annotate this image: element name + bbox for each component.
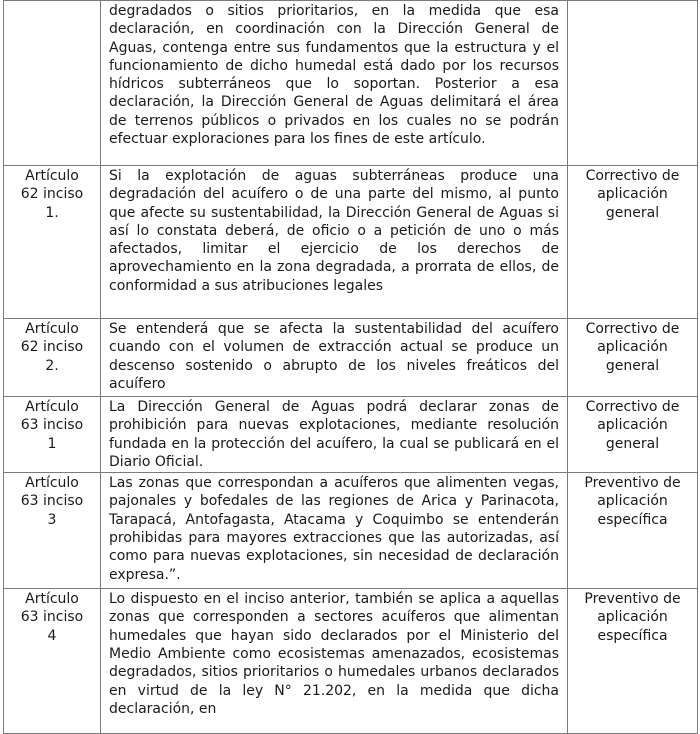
table-row xyxy=(4,166,698,319)
provision-text-cell: Si la explotación de aguas subterráneas produce una degradación del acuífero o de una parte del mismo, al punto que afecte su sustentabilidad, la Dirección General de Aguas si así lo constata deberá, de oficio o a petición de uno o más afectados, limitar el ejercicio de los derechos de aprovechamiento en la zona degradada, a prorrata de ellos, de conformidad a sus atribuciones legales xyxy=(101,166,568,319)
article-cell: Artículo 63 inciso 4 xyxy=(4,589,101,734)
table-row xyxy=(4,1,698,166)
classification-cell: Preventivo de aplicación específica xyxy=(568,589,698,734)
document-page xyxy=(3,0,697,734)
table-row xyxy=(4,473,698,589)
classification-cell: Correctivo de aplicación general xyxy=(568,319,698,397)
article-cell xyxy=(4,1,101,166)
classification-cell xyxy=(568,1,698,166)
article-cell: Artículo 62 inciso 2. xyxy=(4,319,101,397)
article-cell: Artículo 63 inciso 1 xyxy=(4,397,101,473)
provision-text-cell: La Dirección General de Aguas podrá declarar zonas de prohibición para nuevas explotaciones, mediante resolución fundada en la protección del acuífero, la cual se publicará en el Diario Oficial. xyxy=(101,397,568,473)
article-cell: Artículo 63 inciso 3 xyxy=(4,473,101,589)
table-body xyxy=(4,1,698,734)
classification-cell: Preventivo de aplicación específica xyxy=(568,473,698,589)
provision-text-cell: Lo dispuesto en el inciso anterior, también se aplica a aquellas zonas que corresponden a sectores acuíferos que alimentan humedales que hayan sido declarados por el Ministerio del Medio Ambiente como ecosistemas amenazados, ecosistemas degradados, sitios prioritarios o humedales urbanos declarados en virtud de la ley N° 21.202, en la medida que dicha declaración, en xyxy=(101,589,568,734)
article-cell: Artículo 62 inciso 1. xyxy=(4,166,101,319)
provision-text-cell: Se entenderá que se afecta la sustentabilidad del acuífero cuando con el volumen de extracción actual se produce un descenso sostenido o abrupto de los niveles freáticos del acuífero xyxy=(101,319,568,397)
classification-cell: Correctivo de aplicación general xyxy=(568,397,698,473)
table-row xyxy=(4,319,698,397)
provisions-table xyxy=(3,0,698,734)
table-row xyxy=(4,589,698,734)
table-row xyxy=(4,397,698,473)
provision-text-cell: degradados o sitios prioritarios, en la medida que esa declaración, en coordinación con la Dirección General de Aguas, contenga entre sus fundamentos que la estructura y el funcionamiento de dicho humedal está dado por los recursos hídricos subterráneos que lo soportan. Posterior a esa declaración, la Dirección General de Aguas delimitará el área de terrenos públicos o privados en los cuales no se podrán efectuar exploraciones para los fines de este artículo. xyxy=(101,1,568,166)
provision-text-cell: Las zonas que correspondan a acuíferos que alimenten vegas, pajonales y bofedales de las regiones de Arica y Parinacota, Tarapacá, Antofagasta, Atacama y Coquimbo se entenderán prohibidas para mayores extracciones que las autorizadas, así como para nuevas explotaciones, sin necesidad de declaración expresa.”. xyxy=(101,473,568,589)
classification-cell: Correctivo de aplicación general xyxy=(568,166,698,319)
